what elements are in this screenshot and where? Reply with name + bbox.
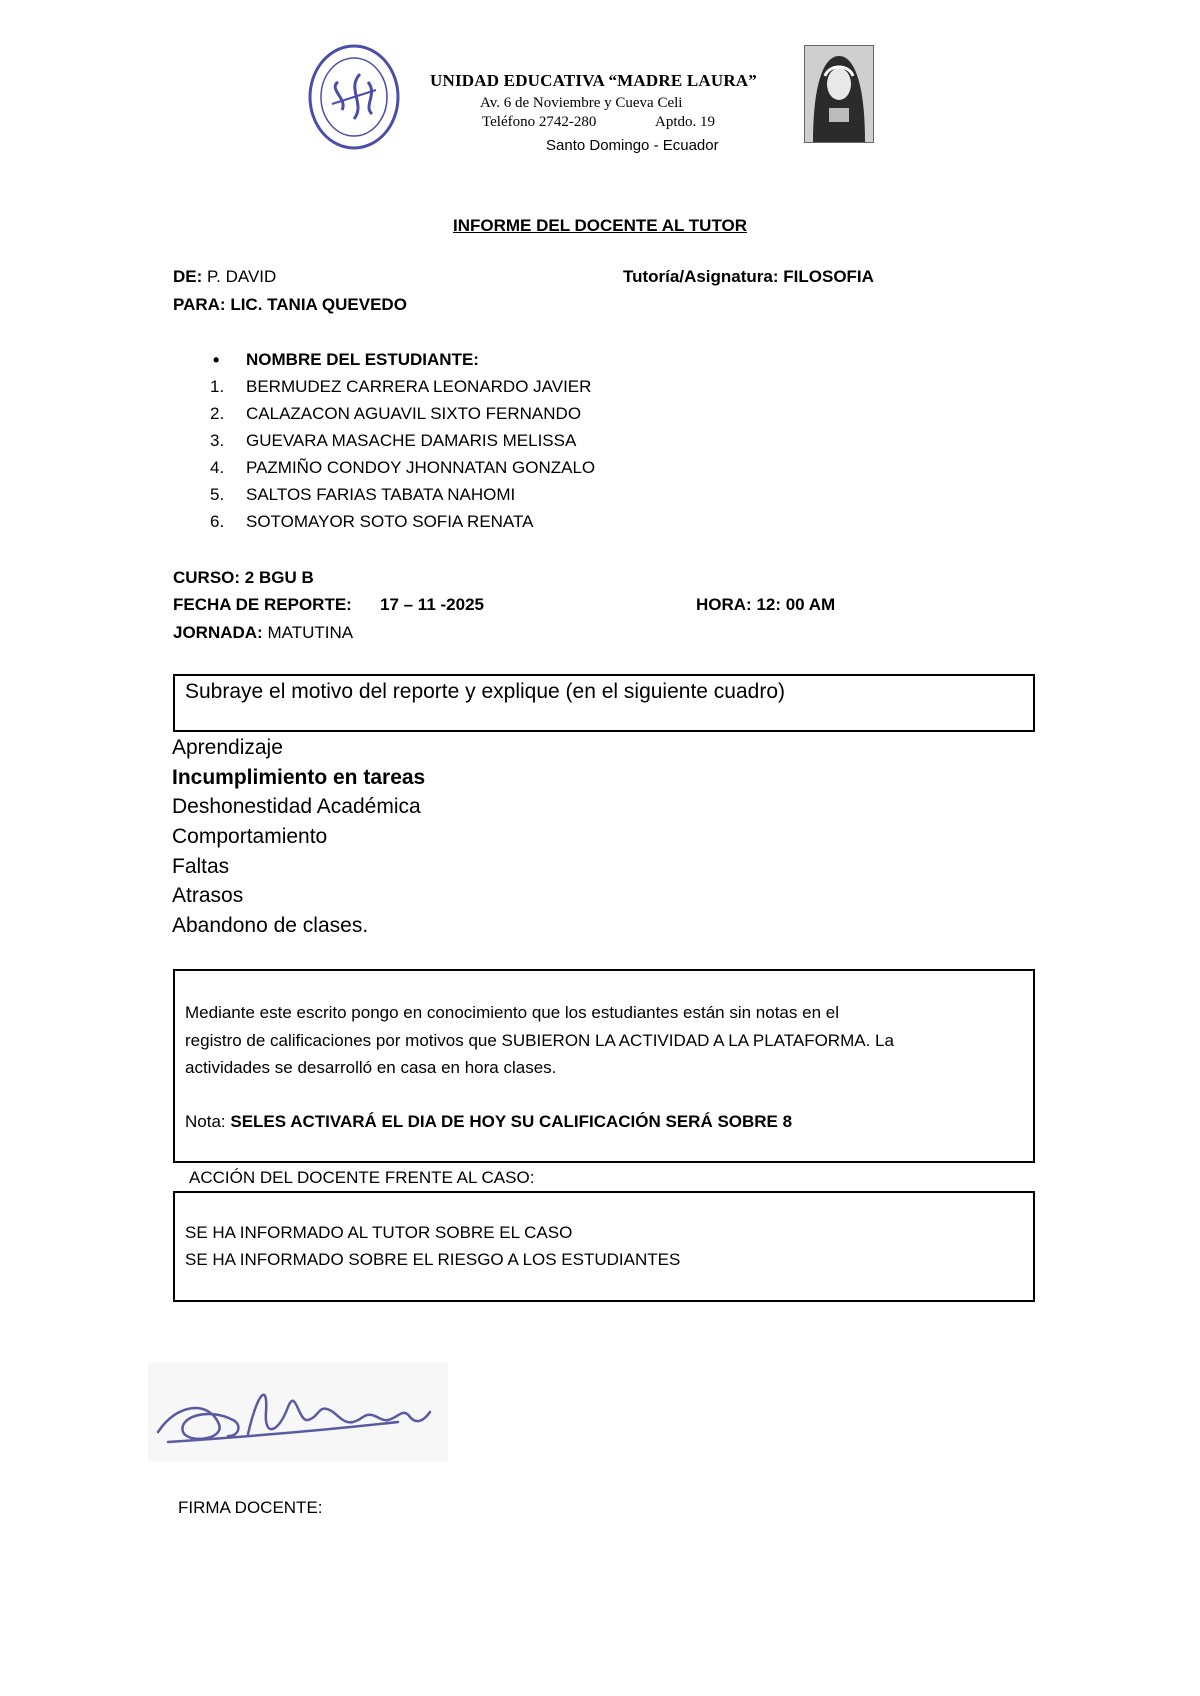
student-name: PAZMIÑO CONDOY JHONNATAN GONZALO — [246, 458, 596, 477]
student-name: SOTOMAYOR SOTO SOFIA RENATA — [246, 512, 534, 531]
student-item — [210, 431, 576, 451]
student-name: GUEVARA MASACHE DAMARIS MELISSA — [246, 431, 577, 450]
student-item — [210, 377, 591, 397]
founder-portrait — [804, 45, 874, 143]
report-date-value: 17 – 11 -2025 — [380, 595, 484, 614]
institution-address: Av. 6 de Noviembre y Cueva Celi — [480, 95, 683, 111]
action-label: ACCIÓN DEL DOCENTE FRENTE AL CASO: — [189, 1168, 535, 1187]
reason-item: Aprendizaje — [172, 736, 283, 759]
student-number: 4. — [210, 458, 225, 477]
report-date-label: FECHA DE REPORTE: — [173, 595, 352, 614]
student-item — [210, 512, 533, 532]
note-label: Nota: — [185, 1112, 226, 1131]
signature-label: FIRMA DOCENTE: — [178, 1498, 323, 1517]
shift-label: JORNADA: — [173, 623, 263, 642]
explanation-line: Mediante este escrito pongo en conocimiento que los estudiantes están sin notas en el — [185, 1003, 839, 1022]
shift-value: MATUTINA — [267, 623, 354, 642]
to-line — [173, 295, 407, 315]
teacher-signature — [148, 1362, 448, 1462]
reason-item: Faltas — [172, 855, 230, 878]
institution-city: Santo Domingo - Ecuador — [546, 137, 719, 154]
reason-prompt-box — [173, 674, 1035, 732]
student-name: CALAZACON AGUAVIL SIXTO FERNANDO — [246, 404, 582, 423]
explanation-note — [185, 1112, 792, 1132]
bullet: • — [213, 350, 220, 370]
student-item — [210, 458, 595, 478]
course-line: CURSO: 2 BGU B — [173, 568, 314, 587]
institution-name: UNIDAD EDUCATIVA “MADRE LAURA” — [430, 71, 757, 90]
reason-item: Comportamiento — [172, 825, 328, 848]
reason-item: Deshonestidad Académica — [172, 795, 421, 818]
student-name: BERMUDEZ CARRERA LEONARDO JAVIER — [246, 377, 592, 396]
student-number: 6. — [210, 512, 225, 531]
explanation-box — [173, 969, 1035, 1163]
reason-prompt-text: Subraye el motivo del reporte y explique (en el siguiente cuadro) — [185, 680, 786, 703]
school-logo — [308, 44, 400, 150]
reason-item: Atrasos — [172, 884, 244, 907]
from-label: DE: — [173, 267, 203, 286]
action-item: SE HA INFORMADO AL TUTOR SOBRE EL CASO — [185, 1223, 573, 1242]
subject-value: FILOSOFIA — [783, 267, 874, 286]
explanation-line: registro de calificaciones por motivos que SUBIERON LA ACTIVIDAD A LA PLATAFORMA. La — [185, 1031, 894, 1050]
students-heading-text: NOMBRE DEL ESTUDIANTE: — [246, 350, 479, 369]
student-number: 5. — [210, 485, 225, 504]
institution-aptdo: Aptdo. 19 — [655, 114, 715, 130]
student-item — [210, 404, 581, 424]
to-label: PARA: — [173, 295, 226, 314]
subject-label: Tutoría/Asignatura: — [623, 267, 779, 286]
student-item — [210, 485, 515, 505]
institution-phone: Teléfono 2742-280 — [482, 114, 597, 130]
action-item: SE HA INFORMADO SOBRE EL RIESGO A LOS ESTUDIANTES — [185, 1250, 681, 1269]
action-box — [173, 1191, 1035, 1302]
shift-line — [173, 623, 353, 643]
page-title: INFORME DEL DOCENTE AL TUTOR — [452, 216, 748, 235]
reason-item: Incumplimiento en tareas — [172, 766, 426, 789]
reason-item: Abandono de clases. — [172, 914, 369, 937]
to-value: LIC. TANIA QUEVEDO — [230, 295, 407, 314]
note-text: SELES ACTIVARÁ EL DIA DE HOY SU CALIFICACIÓN SERÁ SOBRE 8 — [230, 1112, 793, 1131]
students-heading — [213, 350, 479, 371]
explanation-line: actividades se desarrolló en casa en hora clases. — [185, 1058, 557, 1077]
from-value: P. DAVID — [207, 267, 277, 286]
subject-line — [623, 267, 874, 287]
student-number: 3. — [210, 431, 225, 450]
report-hour: HORA: 12: 00 AM — [696, 595, 836, 614]
student-number: 2. — [210, 404, 225, 423]
student-name: SALTOS FARIAS TABATA NAHOMI — [246, 485, 516, 504]
student-number: 1. — [210, 377, 225, 396]
from-line — [173, 267, 276, 287]
